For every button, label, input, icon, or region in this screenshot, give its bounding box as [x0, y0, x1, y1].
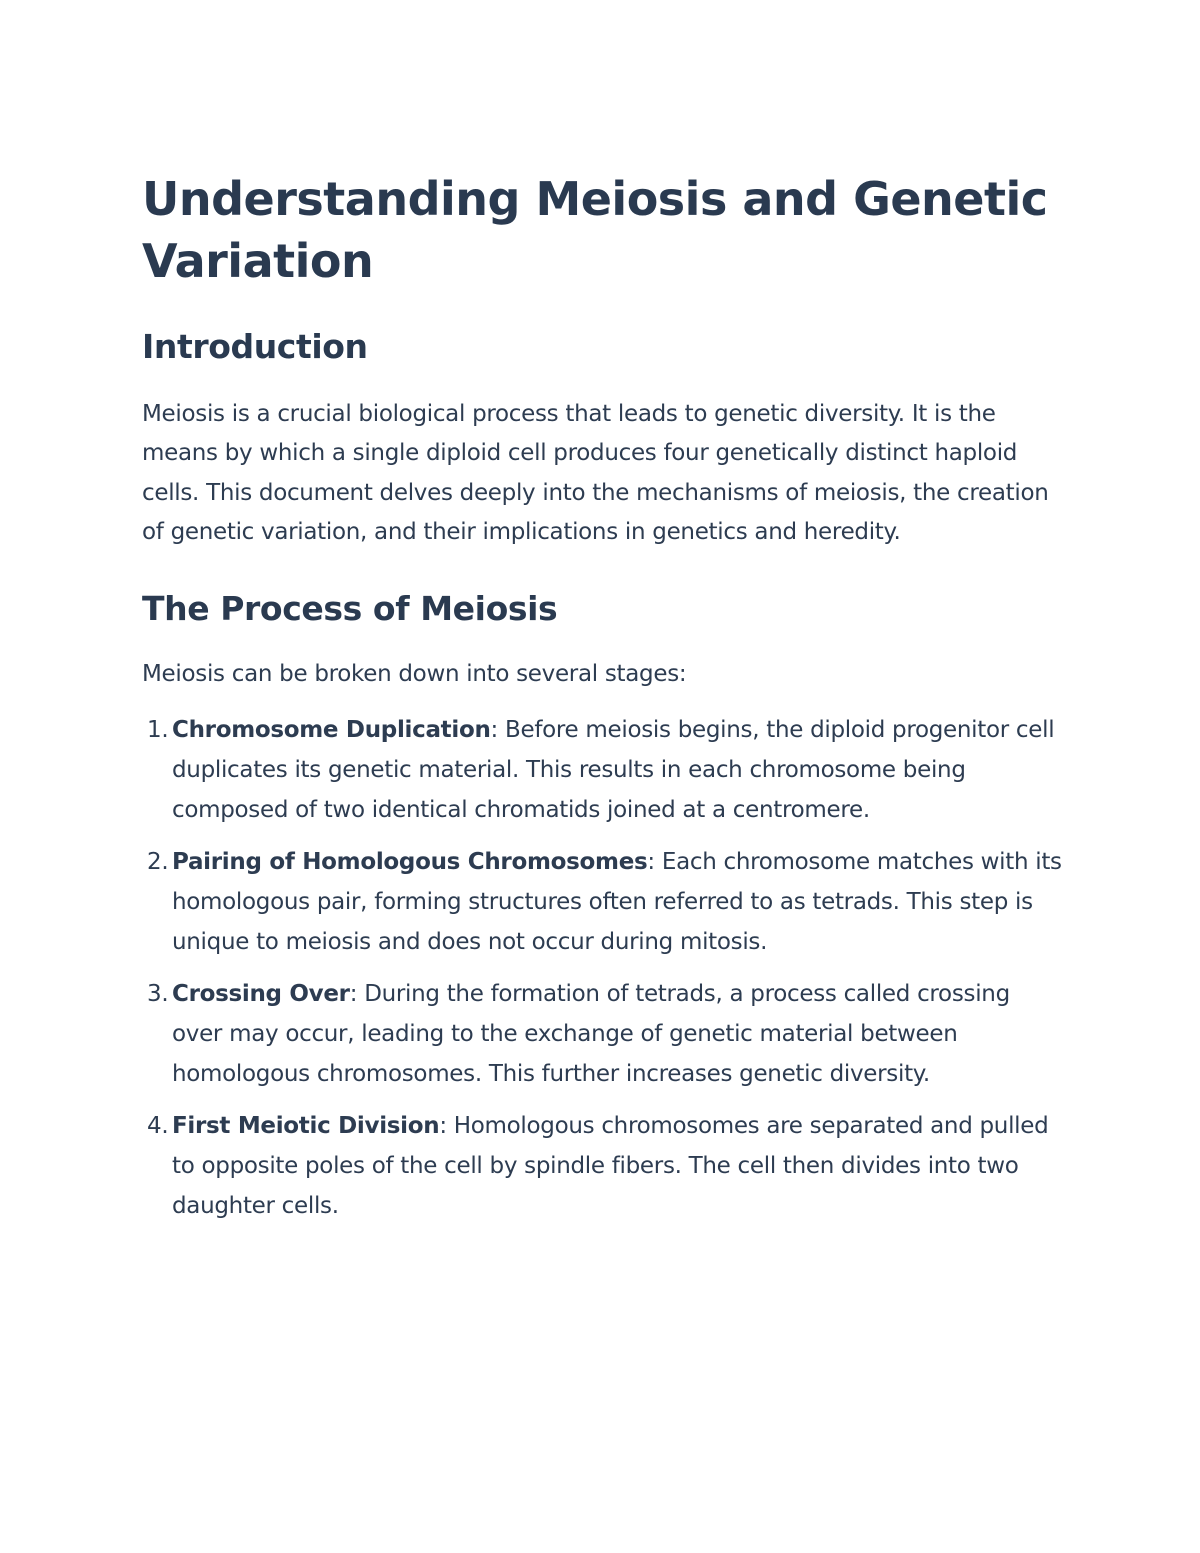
stage-term: Crossing Over [172, 981, 350, 1008]
process-heading: The Process of Meiosis [142, 589, 558, 629]
stage-description: : During the formation of tetrads, a process called crossing over may occur, leading to the exchange of genetic material between homologous chromosomes. This further increases genetic diversity. [172, 981, 1010, 1088]
list-number: 4. [147, 1113, 169, 1140]
process-lead-paragraph: Meiosis can be broken down into several stages: [142, 661, 687, 688]
stages-list [142, 710, 1062, 1226]
stage-term: First Meiotic Division [172, 1113, 440, 1140]
stage-term: Chromosome Duplication [172, 717, 491, 744]
introduction-heading: Introduction [142, 327, 368, 366]
stage-description: : Before meiosis begins, the diploid progenitor cell duplicates its genetic material. This results in each chromosome being composed of two identical chromatids joined at a centromere. [172, 717, 1055, 824]
stage-description: : Homologous chromosomes are separated and pulled to opposite poles of the cell by spindle fibers. The cell then divides into two daughter cells. [172, 1113, 1049, 1220]
stage-description: : Each chromosome matches with its homologous pair, forming structures often referred to as tetrads. This step is unique to meiosis and does not occur during mitosis. [172, 849, 1062, 956]
list-item [142, 1106, 1062, 1226]
introduction-paragraph: Meiosis is a crucial biological process that leads to genetic diversity. It is the means by which a single diploid cell produces four genetically distinct haploid cells. This document delves deeply into the mechanisms of meiosis, the creation of genetic variation, and their implications in genetics and heredity. [142, 401, 1049, 545]
list-number: 3. [147, 981, 169, 1008]
document-page [142, 168, 1062, 1238]
list-item [142, 710, 1062, 830]
list-number: 1. [147, 717, 169, 744]
list-number: 2. [147, 849, 169, 876]
list-item [142, 842, 1062, 962]
list-item [142, 974, 1062, 1094]
stage-term: Pairing of Homologous Chromosomes [172, 849, 648, 876]
document-title: Understanding Meiosis and Genetic Variation [142, 172, 1048, 288]
